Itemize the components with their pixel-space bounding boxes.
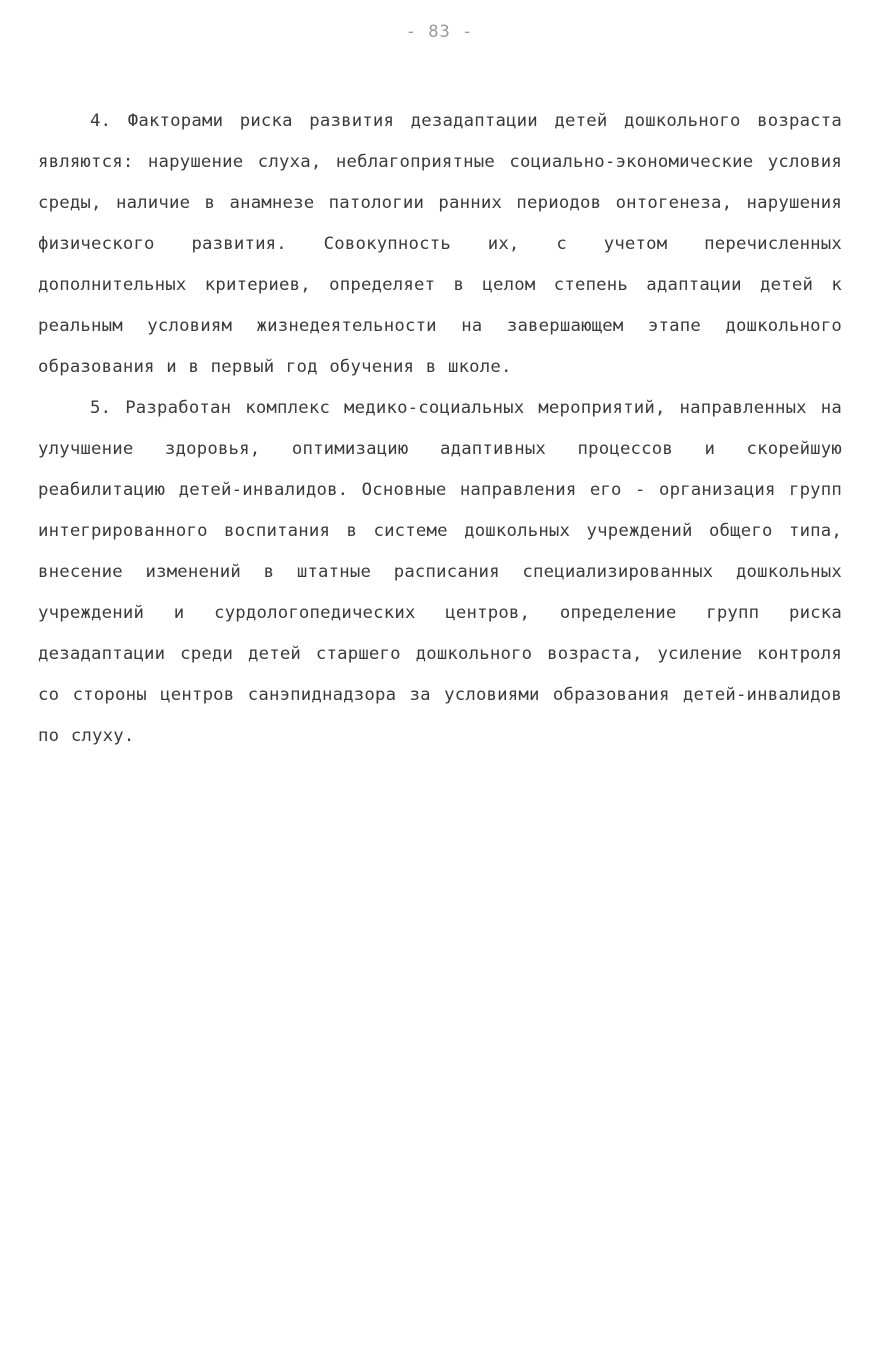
paragraph-risk-factors: 4. Факторами риска развития дезадаптации детей дошкольного возраста являются: нарушение слуха, неблагоприятные социально-экономические условия среды, наличие в анамнезе патологии ранних периодов онтогенеза, нарушения физического развития. Совокупность их, с учетом перечисленных дополнительных критериев, определяет в целом степень адаптации детей к реальным условиям жизнедеятельности на завершающем этапе дошкольного образования и в первый год обучения в школе. [38, 111, 842, 377]
paragraph-measures: 5. Разработан комплекс медико-социальных мероприятий, направленных на улучшение здоровья, оптимизацию адаптивных процессов и скорейшую реабилитацию детей-инвалидов. Основные направления его - организация групп интегрированного воспитания в системе дошкольных учреждений общего типа, внесение изменений в штатные расписания специализированных дошкольных учреждений и сурдологопедических центров, определение групп риска дезадаптации среди детей старшего дошкольного возраста, усиление контроля со стороны центров санэпиднадзора за условиями образования детей-инвалидов по слуху. [38, 398, 842, 746]
body-text [38, 101, 842, 757]
page-number: - 83 - [405, 22, 474, 42]
